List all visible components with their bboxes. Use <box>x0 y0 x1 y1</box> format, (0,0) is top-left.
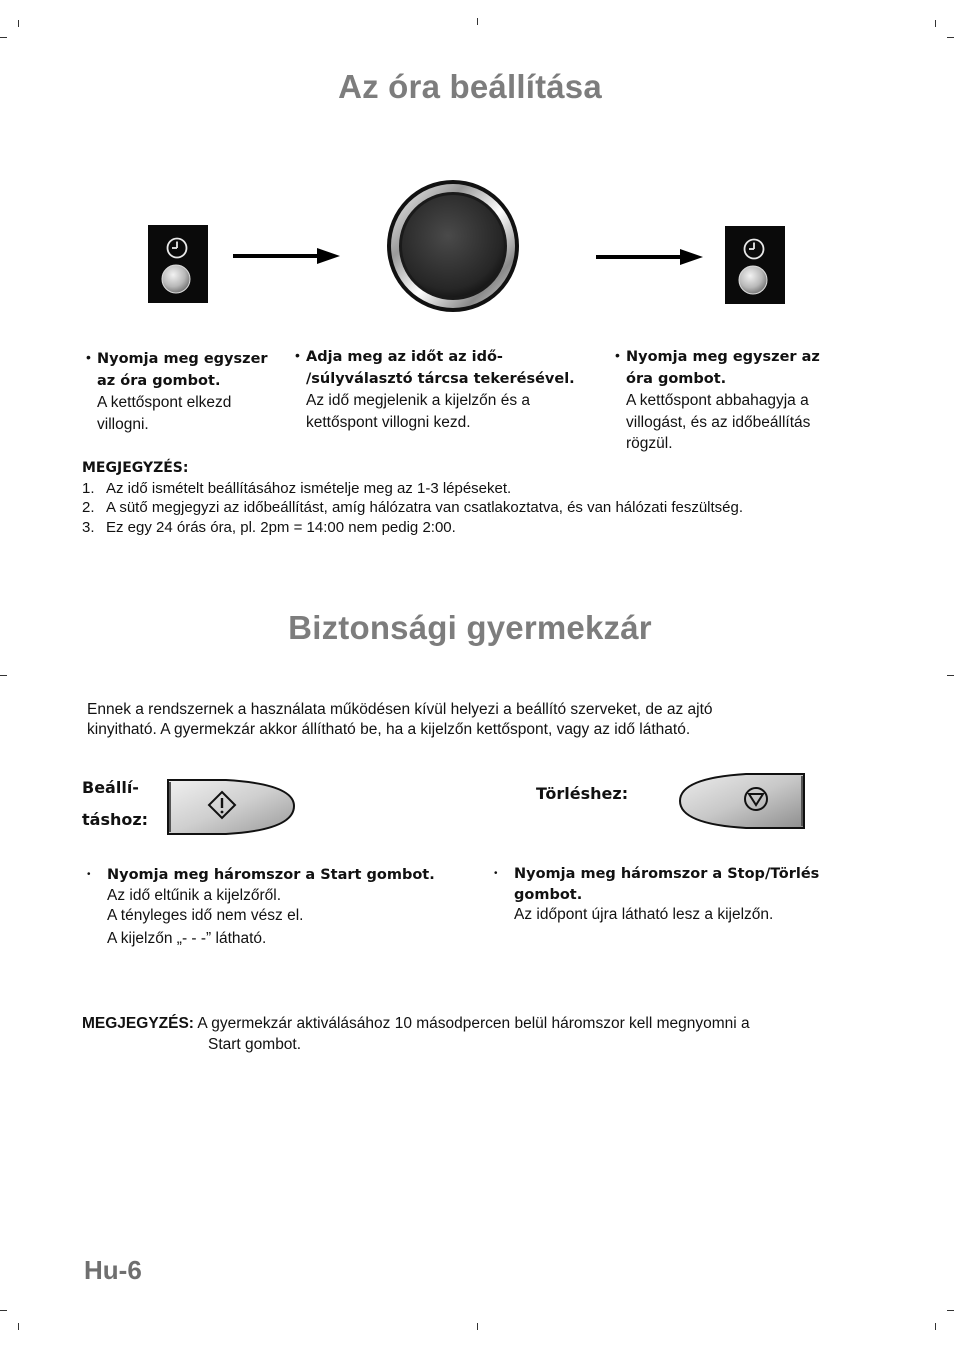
bullet: • <box>615 347 620 363</box>
set-instructions <box>87 865 477 949</box>
crop-mark <box>477 18 478 25</box>
crop-mark <box>18 20 19 27</box>
step-3-detail-end: rögzül. <box>626 435 673 452</box>
step-2-instruction: Adja meg az időt az idő- <box>306 349 503 365</box>
crop-mark <box>947 1310 954 1311</box>
note-number: 3. <box>82 518 95 536</box>
start-button[interactable] <box>166 778 296 836</box>
page-number: Hu-6 <box>84 1255 142 1285</box>
note-text: Start gombot. <box>208 1036 302 1053</box>
crop-mark <box>947 675 954 676</box>
bullet: • <box>87 869 91 880</box>
stop-button[interactable] <box>678 772 806 830</box>
step-3-instruction-cont: óra gombot. <box>626 370 727 387</box>
clear-detail: Az időpont újra látható lesz a kijelzőn. <box>514 906 774 923</box>
step-1-instruction: Nyomja meg egyszer <box>97 351 268 367</box>
set-instruction: Nyomja meg háromszor a Start gombot. <box>107 867 435 883</box>
set-label-line: Beállí- <box>82 778 139 797</box>
step-1-detail-cont: villogni. <box>97 415 149 433</box>
note-title: MEGJEGYZÉS: <box>82 460 189 476</box>
note-text: A gyermekzár aktiválásához 10 másodpercen belül háromszor kell megnyomni a <box>197 1015 750 1032</box>
note-title: MEGJEGYZÉS: <box>82 1015 194 1032</box>
child-lock-note <box>82 1013 862 1055</box>
step-1-detail: A kettőspont elkezd <box>97 394 232 411</box>
list-item <box>82 518 743 538</box>
clock-icon <box>725 226 785 304</box>
step-3-detail-cont: villogást, és az időbeállítás <box>626 413 811 431</box>
step-2 <box>295 347 606 433</box>
crop-mark <box>0 1310 7 1311</box>
clear-instructions <box>494 864 874 926</box>
note-text: Az idő ismételt beállításához ismételje meg az 1-3 lépéseket. <box>106 479 512 497</box>
list-item <box>82 498 743 518</box>
clear-instruction-cont: gombot. <box>514 886 583 903</box>
step-2-detail-cont: kettőspont villogni kezd. <box>306 413 471 431</box>
section-title-clock: Az óra beállítása <box>338 68 602 105</box>
step-2-instruction-cont: /súlyválasztó tárcsa tekerésével. <box>306 370 575 387</box>
crop-mark <box>18 1323 19 1330</box>
step-1-instruction-cont: az óra gombot. <box>97 372 221 389</box>
crop-mark <box>0 37 7 38</box>
intro-text <box>87 700 877 740</box>
step-2-detail: Az idő megjelenik a kijelzőn és a <box>306 392 531 409</box>
set-detail: A tényleges idő nem vész el. <box>107 907 304 924</box>
note-text: Ez egy 24 órás óra, pl. 2pm = 14:00 nem pedig 2:00. <box>106 518 456 536</box>
arrow-right-icon <box>596 248 704 266</box>
step-3-detail: A kettőspont abbahagyja a <box>626 392 809 409</box>
intro-line: kinyitható. A gyermekzár akkor állítható be, ha a kijelzőn kettőspont, vagy az idő látható. <box>87 721 691 738</box>
arrow-right-icon <box>233 247 341 265</box>
set-label-line: táshoz: <box>82 810 149 829</box>
crop-mark <box>477 1323 478 1330</box>
note-text: A sütő megjegyzi az időbeállítást, amíg hálózatra van csatlakoztatva, és van hálózati feszültség. <box>106 499 744 516</box>
step-1 <box>86 349 297 435</box>
clear-label: Törléshez: <box>536 784 629 803</box>
time-weight-dial-icon[interactable] <box>385 178 521 314</box>
crop-mark <box>0 675 7 676</box>
section-title-child-lock: Biztonsági gyermekzár <box>288 609 652 646</box>
step-3 <box>615 347 856 455</box>
notes-block <box>82 459 743 537</box>
set-label <box>82 772 148 836</box>
bullet: • <box>86 349 91 365</box>
clock-icon <box>148 225 208 303</box>
set-detail: Az idő eltűnik a kijelzőről. <box>107 886 282 904</box>
step-3-instruction: Nyomja meg egyszer az <box>626 349 820 365</box>
intro-line: Ennek a rendszernek a használata működésen kívül helyezi a beállító szerveket, de az ajtó <box>87 701 713 718</box>
crop-mark <box>935 20 936 27</box>
list-item <box>82 479 743 499</box>
note-number: 2. <box>82 499 95 516</box>
crop-mark <box>947 37 954 38</box>
set-detail: A kijelzőn „- - -” látható. <box>107 929 267 947</box>
clear-instruction: Nyomja meg háromszor a Stop/Törlés <box>514 866 820 882</box>
note-number: 1. <box>82 479 95 497</box>
notes-list <box>82 479 743 538</box>
bullet: • <box>295 347 300 363</box>
bullet: • <box>494 868 498 879</box>
crop-mark <box>935 1323 936 1330</box>
